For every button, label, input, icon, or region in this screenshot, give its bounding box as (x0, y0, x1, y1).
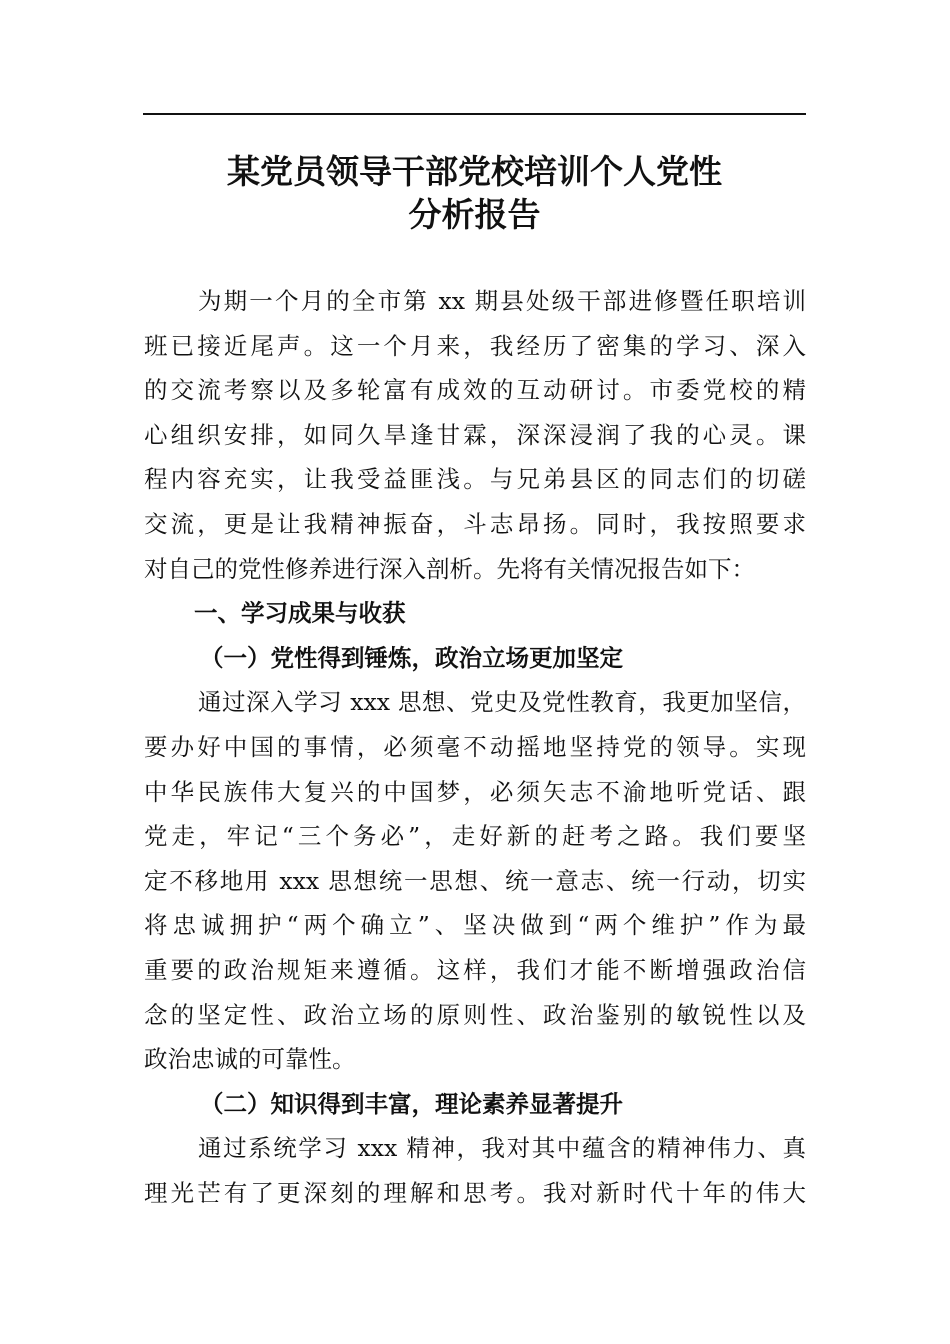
document-body (144, 279, 806, 1215)
paragraph-line: 中华民族伟大复兴的中国梦，必须矢志不渝地听党话、跟 (144, 777, 806, 806)
paragraph-line: 通过深入学习 xxx 思想、党史及党性教育，我更加坚信， (198, 688, 806, 717)
section-heading: 一、学习成果与收获 (194, 599, 406, 628)
header-rule (143, 113, 806, 115)
paragraph-line: 心组织安排，如同久旱逢甘霖，深深浸润了我的心灵。课 (144, 420, 806, 449)
paragraph-line: 为期一个月的全市第 xx 期县处级干部进修暨任职培训 (198, 287, 806, 315)
paragraph-line: 念的坚定性、政治立场的原则性、政治鉴别的敏锐性以及 (144, 1000, 806, 1029)
title-line-2: 分析报告 (408, 195, 541, 234)
paragraph-line: 班已接近尾声。这一个月来，我经历了密集的学习、深入 (144, 331, 806, 360)
paragraph-line: 要办好中国的事情，必须毫不动摇地坚持党的领导。实现 (144, 732, 806, 761)
paragraph-line: 通过系统学习 xxx 精神，我对其中蕴含的精神伟力、真 (198, 1134, 806, 1163)
title-line-1: 某党员领导干部党校培训个人党性 (227, 152, 722, 191)
paragraph-line: 程内容充实，让我受益匪浅。与兄弟县区的同志们的切磋 (144, 465, 806, 494)
paragraph-line: 重要的政治规矩来遵循。这样，我们才能不断增强政治信 (144, 955, 806, 984)
subsection-heading: （二）知识得到丰富，理论素养显著提升 (200, 1089, 623, 1118)
paragraph-line: 理光芒有了更深刻的理解和思考。我对新时代十年的伟大 (144, 1178, 806, 1207)
paragraph-line: 政治忠诚的可靠性。 (144, 1045, 356, 1074)
paragraph-line: 将忠诚拥护“两个确立”、坚决做到“两个维护”作为最 (144, 911, 806, 940)
paragraph-line: 定不移地用 xxx 思想统一思想、统一意志、统一行动，切实 (144, 866, 806, 895)
paragraph-line: 交流，更是让我精神振奋，斗志昂扬。同时，我按照要求 (144, 509, 806, 538)
paragraph-line: 的交流考察以及多轮富有成效的互动研讨。市委党校的精 (144, 376, 806, 405)
document-title (143, 150, 806, 236)
paragraph-line: 党走，牢记“三个务必”，走好新的赶考之路。我们要坚 (144, 822, 806, 851)
paragraph-line: 对自己的党性修养进行深入剖析。先将有关情况报告如下： (144, 554, 755, 583)
subsection-heading: （一）党性得到锤炼，政治立场更加坚定 (200, 643, 623, 672)
